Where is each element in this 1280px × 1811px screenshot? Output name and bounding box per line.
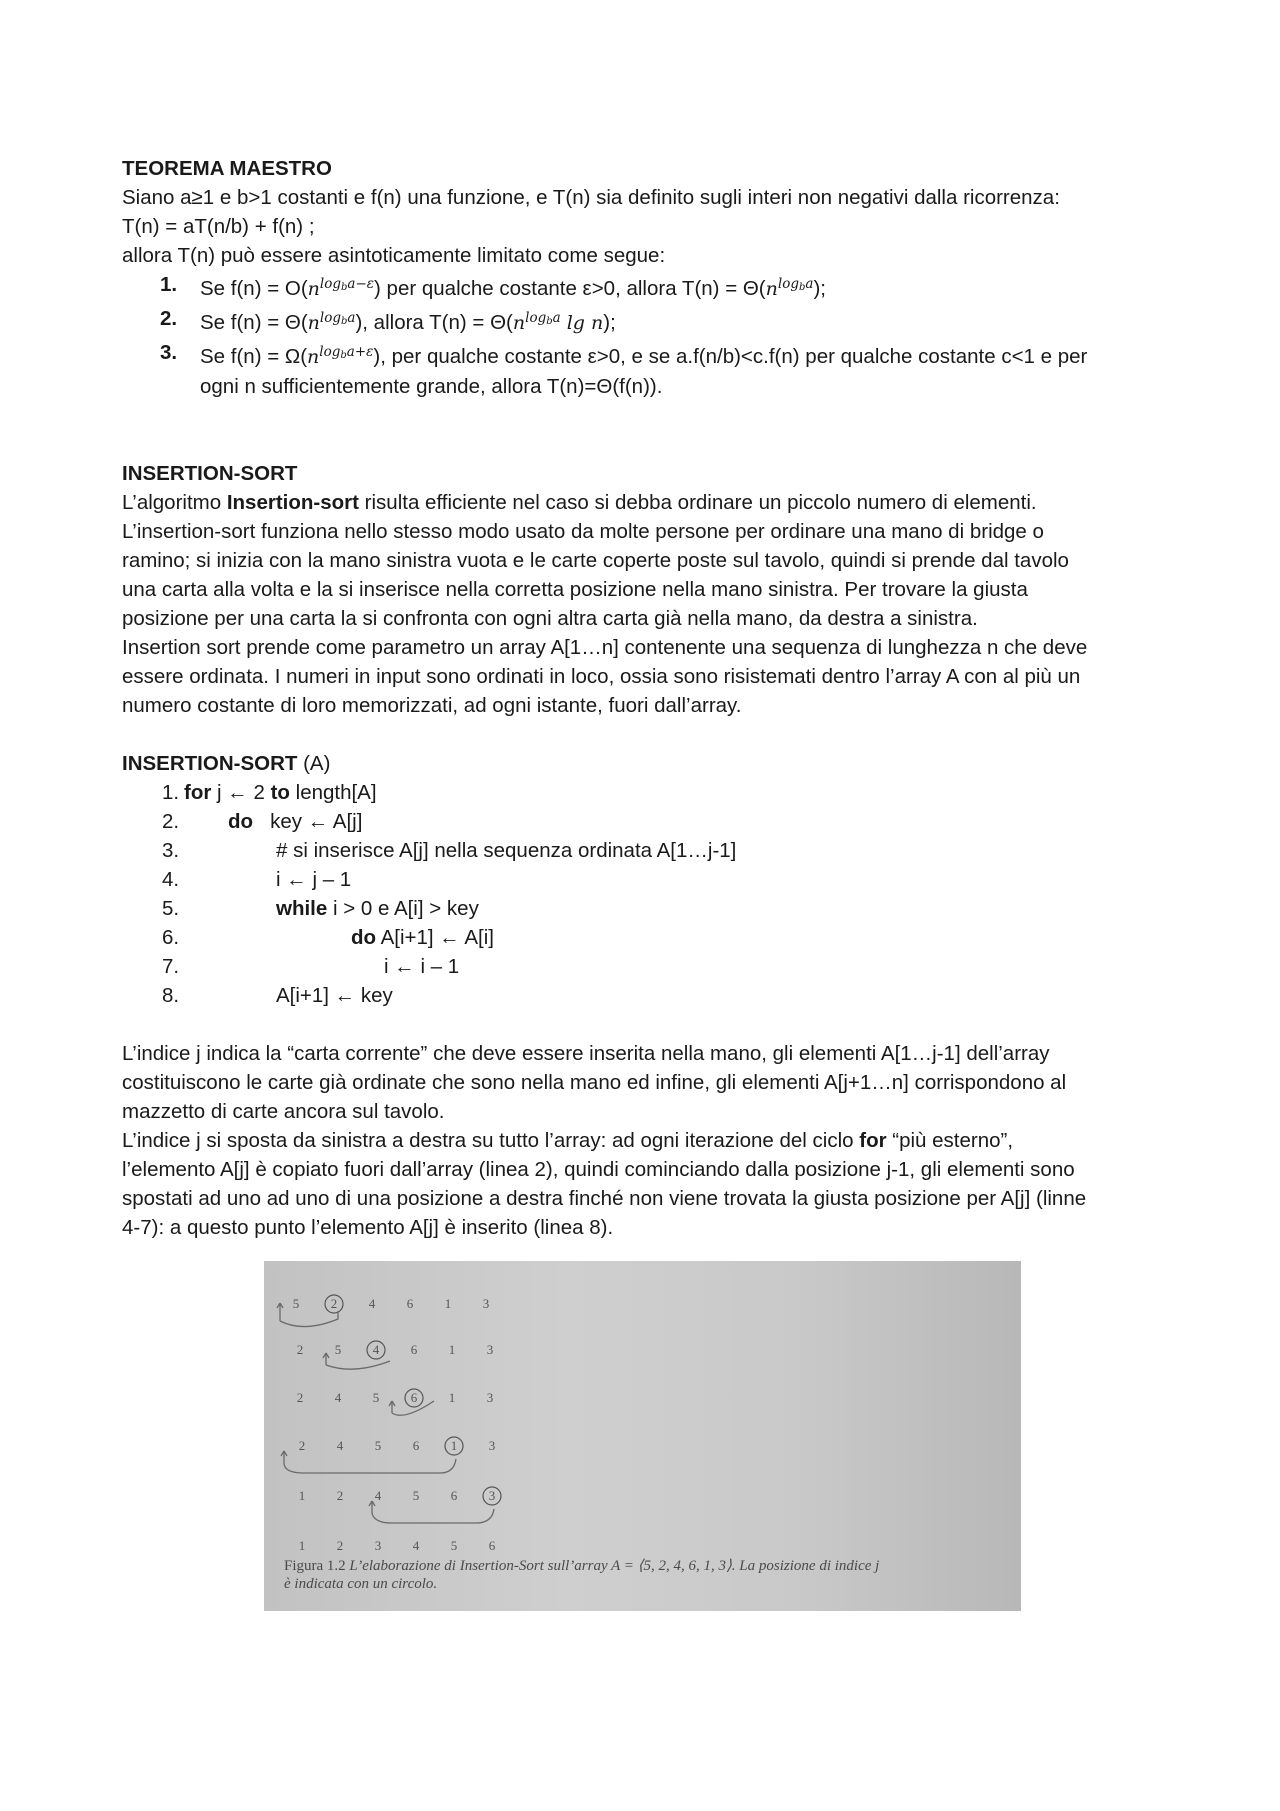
case-text-cont: ogni n sufficientemente grande, allora T(n)=Θ(f(n)). [200, 375, 663, 398]
case-text: ), allora T(n) = Θ( [355, 311, 513, 334]
insertion-p5: posizione per una carta la si confronta con ogni altra carta già nella mano, da destra a sinistra. [122, 607, 978, 630]
math-n: n [512, 312, 526, 334]
figure-caption-text2: è indicata con un circolo. [284, 1576, 438, 1592]
math-exponent: logba [319, 310, 356, 327]
case-text: ); [813, 277, 826, 300]
explain-l1: L’indice j indica la “carta corrente” che deve essere inserita nella mano, gli elementi A[1…j-1] dell’array [122, 1042, 1050, 1065]
array-cell: 1 [298, 1538, 306, 1553]
insertion-p2: L’insertion-sort funziona nello stesso modo usato da molte persone per ordinare una mano di bridge o [122, 520, 1044, 543]
math-n: n [307, 278, 320, 300]
array-cell: 2 [296, 1390, 304, 1405]
teorema-case-1 [122, 270, 1162, 304]
insertion-p4: una carta alla volta e la si inserisce nella corretta posizione nella mano sinistra. Per trovare la giusta [122, 578, 1028, 601]
array-cell: 4 [372, 1342, 380, 1357]
teorema-case-3 [122, 338, 1162, 401]
case-text: Se f(n) = Ω( [200, 345, 308, 368]
insertion-p6: Insertion sort prende come parametro un array A[1…n] contenente una sequenza di lunghezza n che deve [122, 636, 1088, 659]
array-cell: 2 [336, 1538, 344, 1553]
case-text: Se f(n) = Θ( [200, 311, 308, 334]
array-cell: 5 [450, 1538, 458, 1553]
case-number: 1. [160, 273, 178, 296]
teorema-line1: Siano a≥1 e b>1 costanti e f(n) una funzione, e T(n) sia definito sugli interi non negativi dalla ricorrenza: [122, 186, 1060, 209]
math-n: n [765, 278, 778, 300]
explain-l3: mazzetto di carte ancora sul tavolo. [122, 1100, 445, 1123]
figure-caption-text: L’elaborazione di Insertion-Sort sull’array A = ⟨5, 2, 4, 6, 1, 3⟩. La posizione di indice j [349, 1558, 880, 1574]
code-line: 8. A[i+1] ← key [162, 984, 393, 1007]
case-number: 2. [160, 307, 178, 330]
teorema-line2: T(n) = aT(n/b) + f(n) ; [122, 215, 315, 238]
array-cell: 6 [412, 1438, 420, 1453]
explain-l6: spostati ad uno ad uno di una posizione a destra finché non viene trovata la giusta posizione per A[j] (linne [122, 1187, 1087, 1210]
code-line: 3. # si inserisce A[j] nella sequenza ordinata A[1…j-1] [162, 839, 737, 862]
math-exponent: logba [777, 276, 814, 293]
code-line: 7. i ← i – 1 [162, 955, 460, 978]
array-cell: 3 [488, 1438, 496, 1453]
array-cell: 4 [374, 1488, 382, 1503]
teorema-title: TEOREMA MAESTRO [122, 157, 332, 180]
array-cell: 5 [334, 1342, 342, 1357]
code-line: 6. do A[i+1] ← A[i] [162, 926, 494, 949]
array-cell: 2 [298, 1438, 306, 1453]
array-cell: 3 [374, 1538, 382, 1553]
insertion-sort-figure-photo [264, 1261, 1021, 1611]
math-exponent: logba [525, 310, 561, 327]
array-cell: 2 [330, 1296, 338, 1311]
array-cell: 5 [374, 1438, 382, 1453]
array-cell: 3 [486, 1342, 494, 1357]
array-cell: 6 [488, 1538, 496, 1553]
array-cell: 4 [334, 1390, 342, 1405]
explain-l7: 4-7): a questo punto l’elemento A[j] è inserito (linea 8). [122, 1216, 614, 1239]
teorema-case-2 [122, 304, 1162, 338]
array-cell: 5 [292, 1296, 300, 1311]
math-n: n [307, 312, 320, 334]
insertion-p1: L’algoritmo Insertion-sort risulta efficiente nel caso si debba ordinare un piccolo numero di elementi. [122, 491, 1037, 514]
code-line: 2. do key ← A[j] [162, 810, 363, 833]
array-cell: 6 [450, 1488, 458, 1503]
case-text: ) per qualche costante ε>0, allora T(n) = Θ( [374, 277, 766, 300]
figure-label: Figura 1.2 [284, 1558, 346, 1574]
array-cell: 5 [412, 1488, 420, 1503]
figure-arrows [277, 1303, 494, 1523]
insertion-p8: numero costante di loro memorizzati, ad ogni istante, fuori dall’array. [122, 694, 742, 717]
array-cell: 1 [448, 1342, 456, 1357]
array-cell: 6 [410, 1390, 418, 1405]
array-cell: 1 [444, 1296, 452, 1311]
code-line: 5. while i > 0 e A[i] > key [162, 897, 479, 920]
code-line: 4. i ← j – 1 [162, 868, 352, 891]
case-text: ), per qualche costante ε>0, e se a.f(n/b)<c.f(n) per qualche costante c<1 e per [373, 345, 1088, 368]
array-cell: 6 [410, 1342, 418, 1357]
code-line: 1. for j ← 2 to length[A] [162, 781, 377, 804]
array-cell: 5 [372, 1390, 380, 1405]
math-exponent: logba+ε [319, 344, 374, 361]
array-cell: 3 [486, 1390, 494, 1405]
array-cell: 4 [368, 1296, 376, 1311]
explain-l4: L’indice j si sposta da sinistra a destra su tutto l’array: ad ogni iterazione del ciclo for “più esterno”, [122, 1129, 1014, 1152]
explain-l2: costituiscono le carte già ordinate che sono nella mano ed infine, gli elementi A[j+1…n] corrispondono al [122, 1071, 1067, 1094]
array-cell: 1 [298, 1488, 306, 1503]
array-cell: 2 [296, 1342, 304, 1357]
insertion-title: INSERTION-SORT [122, 462, 298, 485]
document-page [122, 154, 1162, 1242]
insertion-p3: ramino; si inizia con la mano sinistra vuota e le carte coperte poste sul tavolo, quindi si prende dal tavolo [122, 549, 1069, 572]
array-cell: 4 [412, 1538, 420, 1553]
code-title: INSERTION-SORT (A) [122, 752, 331, 775]
array-cell: 1 [448, 1390, 456, 1405]
array-cell: 2 [336, 1488, 344, 1503]
array-cell: 1 [450, 1438, 458, 1453]
case-number: 3. [160, 341, 178, 364]
insertion-p7: essere ordinata. I numeri in input sono ordinati in loco, ossia sono risistemati dentro l’array A con al più un [122, 665, 1081, 688]
math-n: n [307, 346, 320, 368]
teorema-cases [122, 270, 1162, 401]
explain-l5: l’elemento A[j] è copiato fuori dall’array (linea 2), quindi cominciando dalla posizione j-1, gli elementi sono [122, 1158, 1075, 1181]
array-cell: 3 [488, 1488, 496, 1503]
array-cell: 4 [336, 1438, 344, 1453]
array-cell: 3 [482, 1296, 490, 1311]
pseudocode [122, 778, 1162, 1010]
teorema-line3: allora T(n) può essere asintoticamente limitato come segue: [122, 244, 666, 267]
case-text: ); [603, 311, 616, 334]
math-lg-n: lg n [560, 312, 604, 334]
array-cell: 6 [406, 1296, 414, 1311]
math-exponent: logba−ε [319, 276, 375, 293]
case-text: Se f(n) = O( [200, 277, 308, 300]
figure-caption [284, 1557, 1004, 1593]
